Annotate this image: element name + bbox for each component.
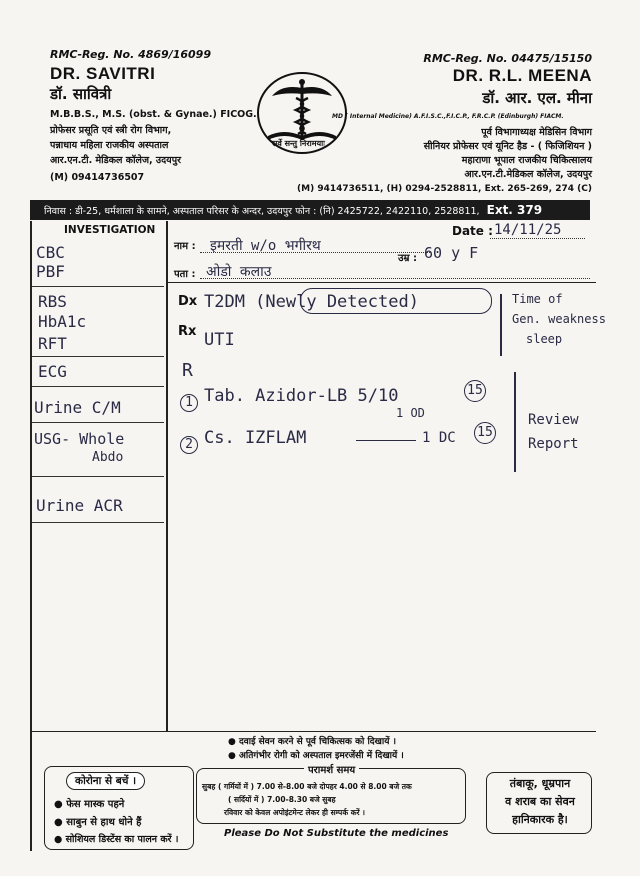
address-label: पता : xyxy=(174,269,196,280)
visit-date: 14/11/25 xyxy=(494,222,562,238)
corona-item-text: सोशियल डिस्टेंस का पालन करें । xyxy=(65,834,179,845)
investigation-item: Abdo xyxy=(92,450,124,465)
notice-2: ● अतिगंभीर रोगी को अस्पताल इमरजेंसी में दिखायें । xyxy=(228,751,404,761)
right-phones: (M) 9414736511, (H) 0294-2528811, Ext. 265-269, 274 (C) xyxy=(297,184,592,194)
diagnosis-1: T2DM (Newly Detected) xyxy=(204,292,419,312)
address-text: निवास : डी-25, धर्मशाला के सामने, अस्पताल परिसर के अन्दर, उदयपुर फोन : (नि) 2425722, 2422110, 2528811, xyxy=(44,206,480,217)
left-border-line xyxy=(30,221,32,851)
right-line4: आर.एन.टी.मेडिकल कॉलेज, उदयपुर xyxy=(464,169,592,180)
investigation-item: RBS xyxy=(38,292,67,311)
investigation-item: Urine C/M xyxy=(34,398,121,417)
med2-number: 2 xyxy=(180,436,198,454)
corona-item-text: साबुन से हाथ धोने हैं xyxy=(66,817,142,828)
corona-item: ● फेस मास्क पहने xyxy=(54,799,125,810)
med2-name: Cs. IZFLAM xyxy=(204,428,307,448)
left-doctor-name: DR. SAVITRI xyxy=(50,64,156,83)
review-note: Report xyxy=(528,436,579,452)
investigation-separator xyxy=(32,356,164,357)
dx-label: Dx xyxy=(178,294,198,309)
investigation-separator xyxy=(32,422,164,423)
notice-1: ● दवाई सेवन करने से पूर्व चिकित्सक को दिखायें । xyxy=(228,737,397,747)
left-reg-number: RMC-Reg. No. 4869/16099 xyxy=(50,48,211,61)
left-mobile: (M) 09414736507 xyxy=(50,172,145,183)
footer-divider xyxy=(30,731,596,732)
right-doctor-hindi-name: डॉ. आर. एल. मीना xyxy=(482,89,592,107)
review-note: Review xyxy=(528,412,579,428)
review-bracket xyxy=(514,372,516,472)
investigation-item: ECG xyxy=(38,362,67,381)
diagnosis-2: UTI xyxy=(204,330,235,350)
timing-title: परामर्श समय xyxy=(304,762,359,776)
investigation-separator xyxy=(32,522,164,523)
notice-1-text: दवाई सेवन करने से पूर्व चिकित्सक को दिखायें । xyxy=(239,737,397,747)
left-line1: प्रोफेसर प्रसूति एवं स्त्री रोग विभाग, xyxy=(50,125,172,136)
investigation-item: HbA1c xyxy=(38,312,87,331)
timing-line2: ( सर्दियों में ) 7.00-8.30 बजे सुबह xyxy=(228,795,336,804)
corona-title: कोरोना से बचें । xyxy=(66,772,145,790)
rx-symbol: R xyxy=(182,360,193,381)
corona-item: ● सोशियल डिस्टेंस का पालन करें । xyxy=(54,834,179,845)
notice-2-text: अतिगंभीर रोगी को अस्पताल इमरजेंसी में दिखायें । xyxy=(239,751,404,761)
dx-note: Gen. weakness xyxy=(512,312,606,326)
med1-days: 15 xyxy=(464,380,486,402)
right-line3: महाराणा भूपाल राजकीय चिकित्सालय xyxy=(461,155,592,166)
tobacco-line3: हानिकारक है। xyxy=(512,813,568,826)
dx-note: sleep xyxy=(526,332,563,346)
left-doctor-hindi-name: डॉ. सावित्री xyxy=(50,85,112,103)
timing-line1: सुबह ( गर्मियों में ) 7.00 से-8.00 बजे दोपहर 4.00 से 8.00 बजे तक xyxy=(202,782,412,791)
investigation-item: USG- Whole xyxy=(34,430,125,448)
corona-item-text: फेस मास्क पहने xyxy=(66,799,125,810)
investigation-separator xyxy=(32,386,164,387)
corona-item: ● साबुन से हाथ धोने हैं xyxy=(54,817,142,828)
patient-address: ओडो कलाउ xyxy=(206,264,272,280)
column-divider xyxy=(166,221,168,731)
left-degrees: M.B.B.S., M.S. (obst. & Gynae.) FICOG. xyxy=(50,109,257,120)
right-degrees: MD ( Internal Medicine) A.F.I.S.C.,F.I.C.P., F.R.C.P. (Edinburgh) FIACM. xyxy=(332,113,564,120)
med2-dose: 1 DC xyxy=(422,430,456,446)
date-dotted-line xyxy=(490,238,585,239)
age-label: उम्र : xyxy=(398,253,417,264)
investigation-item: PBF xyxy=(36,262,65,281)
right-line2: सीनियर प्रोफेसर एवं यूनिट हैड - ( फिजिशियन ) xyxy=(423,141,592,152)
patient-name: इमरती w/o भगीरथ xyxy=(210,238,321,254)
med2-days: 15 xyxy=(474,422,496,444)
right-line1: पूर्व विभागाध्यक्ष मेडिसिन विभाग xyxy=(481,127,592,138)
investigation-separator xyxy=(32,286,164,287)
med2-dash xyxy=(356,440,416,441)
right-doctor-name: DR. R.L. MEENA xyxy=(452,66,592,85)
investigation-item: CBC xyxy=(36,243,65,262)
investigation-separator xyxy=(32,476,164,477)
tobacco-line1: तंबाकू, धूम्रपान xyxy=(509,777,571,790)
med1-dose: 1 OD xyxy=(396,406,425,420)
investigation-label: INVESTIGATION xyxy=(64,224,156,236)
timing-line3: रविवार को केवल अपोइंटमेन्ट लेकर ही सम्पर्क करें । xyxy=(224,808,365,817)
med1-name: Tab. Azidor-LB 5/10 xyxy=(204,386,399,406)
dx-note-bracket xyxy=(500,294,502,356)
address-ext: Ext. 379 xyxy=(486,203,543,217)
rx-label: Rx xyxy=(178,324,197,339)
dx-note: Time of xyxy=(512,292,563,306)
investigation-item: RFT xyxy=(38,334,67,353)
med1-number: 1 xyxy=(180,394,198,412)
substitute-warning: Please Do Not Substitute the medicines xyxy=(224,828,449,839)
right-reg-number: RMC-Reg. No. 04475/15150 xyxy=(423,52,592,65)
left-line2: पन्नाधाय महिला राजकीय अस्पताल xyxy=(50,140,169,151)
name-label: नाम : xyxy=(174,241,196,252)
address-bar xyxy=(30,200,590,220)
left-line3: आर.एन.टी. मेडिकल कॉलेज, उदयपुर xyxy=(50,155,181,166)
date-label: Date : xyxy=(452,224,493,238)
logo-caption: सर्वे सन्तु निरामयाः xyxy=(272,139,325,148)
header-divider xyxy=(166,282,596,283)
investigation-item: Urine ACR xyxy=(36,496,123,515)
tobacco-line2: व शराब का सेवन xyxy=(505,795,575,808)
diagnosis-circle xyxy=(300,288,492,314)
patient-age: 60 y F xyxy=(424,244,479,262)
